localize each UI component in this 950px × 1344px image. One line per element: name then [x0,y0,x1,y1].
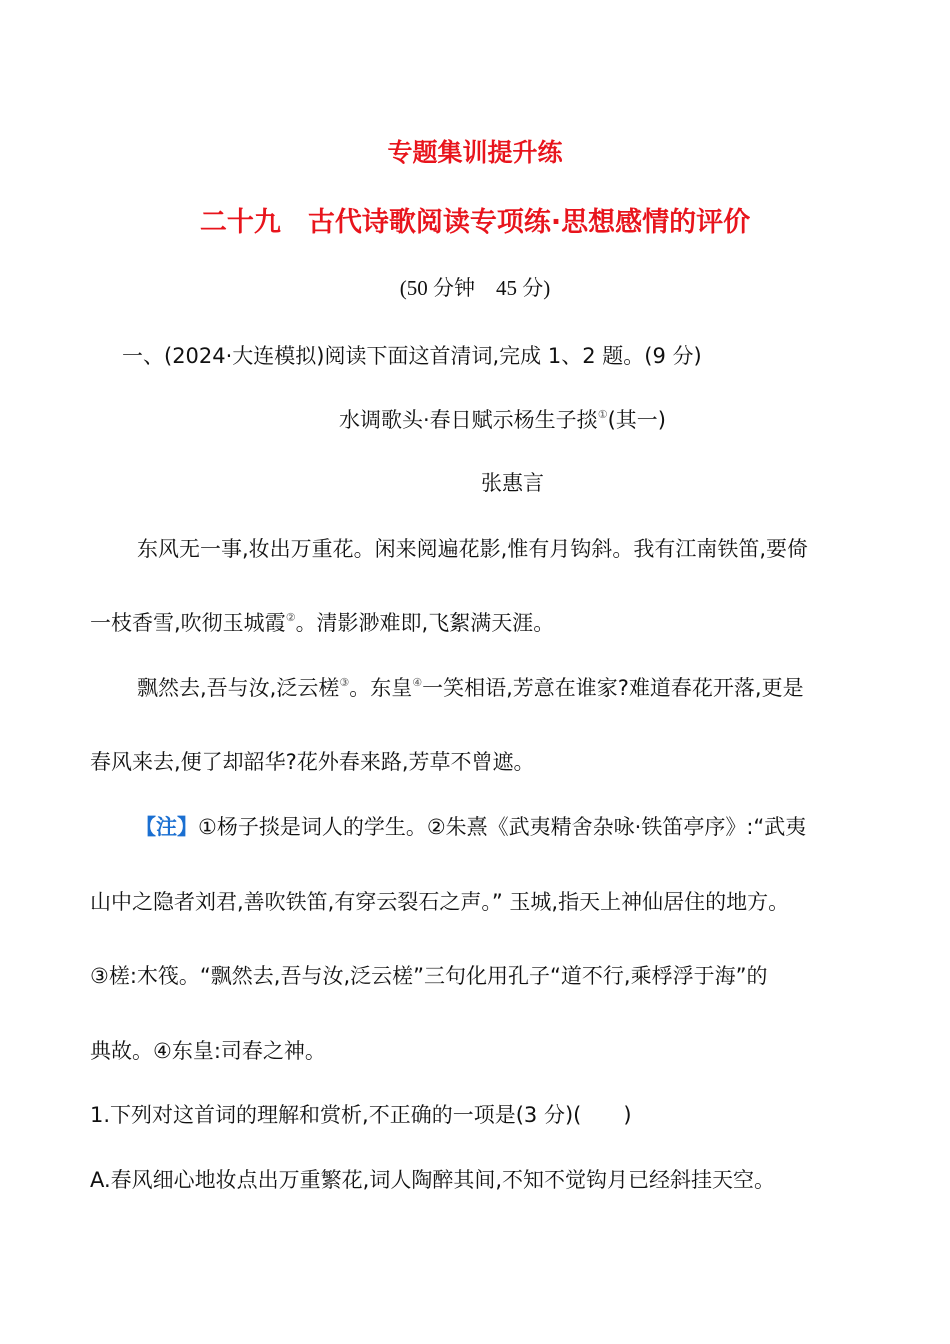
answer-option-a[interactable]: A.春风细心地妆点出万重繁花,词人陶醉其间,不知不觉钩月已经斜挂天空。 [90,1168,776,1192]
poem-text: 。清影渺难即,飞絮满天涯。 [295,611,555,635]
footnote-marker: ④ [412,676,423,689]
poem-line [90,607,554,637]
time-score: (50 分钟 45 分) [399,276,551,300]
section-intro: 一、(2024·大连模拟)阅读下面这首清词,完成 1、2 题。(9 分) [122,344,702,368]
poem-text: 飘然去,吾与汝,泛云槎 [137,676,340,700]
exercise-title: 二十九 古代诗歌阅读专项练·思想感情的评价 [199,207,751,238]
poem-text: 一枝香雪,吹彻玉城霞 [90,611,286,635]
footnote-marker: ③ [339,676,350,689]
poem-title-tail: (其一) [607,408,666,432]
poem-text: 一笑相语,芳意在谁家?难道春花开落,更是 [422,676,804,700]
poem-line [137,672,804,702]
poem-author: 张惠言 [481,471,544,495]
footnote-marker: ① [597,408,608,421]
collection-title: 专题集训提升练 [387,138,563,167]
poem-title-main: 水调歌头·春日赋示杨生子掞 [339,408,598,432]
poem-line: 东风无一事,妆出万重花。闲来阅遍花影,惟有月钩斜。我有江南铁笛,要倚 [137,537,809,561]
question-stem: 1.下列对这首词的理解和赏析,不正确的一项是(3 分)( ) [90,1103,632,1127]
notes-line: 典故。④东皇:司春之神。 [90,1039,326,1063]
notes-line [135,811,806,841]
notes-line: 山中之隐者刘君,善吹铁笛,有穿云裂石之声。” 玉城,指天上神仙居住的地方。 [90,890,790,914]
notes-label: 【注】 [135,815,198,839]
poem-line: 春风来去,便了却韶华?花外春来路,芳草不曾遮。 [90,750,535,774]
poem-title [339,404,666,434]
notes-text: ①杨子掞是词人的学生。②朱熹《武夷精舍杂咏·铁笛亭序》:“武夷 [198,815,807,839]
poem-text: 。东皇 [349,676,413,700]
footnote-marker: ② [285,611,296,624]
notes-line: ③槎:木筏。“飘然去,吾与汝,泛云槎”三句化用孔子“道不行,乘桴浮于海”的 [90,964,768,988]
